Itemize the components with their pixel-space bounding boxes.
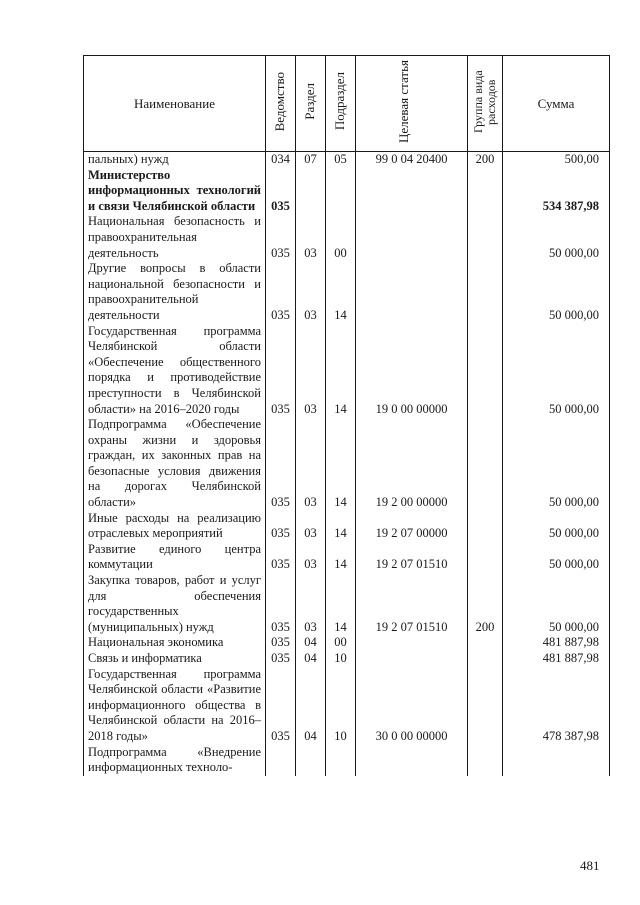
row-summa: 50 000,00 [503, 214, 610, 261]
table-header [84, 56, 610, 152]
row-razdel [296, 168, 326, 215]
row-podrazdel: 10 [326, 667, 356, 745]
row-razdel: 04 [296, 667, 326, 745]
row-razdel: 03 [296, 261, 326, 323]
row-podrazdel [326, 745, 356, 776]
budget-table-container [83, 55, 609, 845]
table-row [84, 542, 610, 573]
row-razdel: 03 [296, 214, 326, 261]
row-celevaya: 19 2 07 01510 [356, 542, 468, 573]
header-razdel [296, 56, 326, 152]
row-name: Национальная безопасность и правоохранительная деятельность [84, 214, 266, 261]
row-celevaya [356, 214, 468, 261]
row-podrazdel: 00 [326, 214, 356, 261]
header-name: Наименование [84, 56, 266, 152]
table-row [84, 214, 610, 261]
header-podrazdel-label: Подраздел [332, 72, 348, 131]
page-number: 481 [580, 858, 600, 873]
header-vedomstvo-label: Ведомство [272, 71, 288, 132]
row-name: Государственная программа Челябинской области «Обеспечение общественного порядка и противодействие преступности в Челябинской области» на 2016–2020 годы [84, 324, 266, 418]
row-razdel: 03 [296, 324, 326, 418]
row-name: Национальная экономика [84, 635, 266, 651]
row-gruppa [468, 168, 503, 215]
row-summa: 478 387,98 [503, 667, 610, 745]
table-body [84, 152, 610, 776]
row-razdel: 04 [296, 651, 326, 667]
row-gruppa [468, 635, 503, 651]
row-celevaya [356, 168, 468, 215]
row-podrazdel: 14 [326, 573, 356, 635]
row-celevaya [356, 745, 468, 776]
row-name: Государственная программа Челябинской области «Развитие информационного общества в Челябинской области на 2016–2018 годы» [84, 667, 266, 745]
row-gruppa [468, 417, 503, 511]
row-vedomstvo: 035 [266, 214, 296, 261]
header-celevaya [356, 56, 468, 152]
row-gruppa: 200 [468, 573, 503, 635]
row-podrazdel: 14 [326, 417, 356, 511]
row-name: Развитие единого центра коммутации [84, 542, 266, 573]
row-podrazdel: 14 [326, 324, 356, 418]
header-gruppa-label: Группа вида расходов [470, 70, 498, 133]
row-name: Иные расходы на реализацию отраслевых мероприятий [84, 511, 266, 542]
row-podrazdel: 14 [326, 261, 356, 323]
row-summa: 534 387,98 [503, 168, 610, 215]
row-summa: 50 000,00 [503, 261, 610, 323]
row-celevaya: 19 2 07 00000 [356, 511, 468, 542]
row-celevaya: 19 2 07 01510 [356, 573, 468, 635]
row-name: Другие вопросы в области национальной безопасности и правоохранительной деятельности [84, 261, 266, 323]
row-vedomstvo: 035 [266, 651, 296, 667]
table-row [84, 324, 610, 418]
row-gruppa [468, 745, 503, 776]
row-name: Закупка товаров, работ и услуг для обеспечения государственных (муниципальных) нужд [84, 573, 266, 635]
row-name: Подпрограмма «Обеспечение охраны жизни и здоровья граждан, их законных прав на безопасные условия движения на дорогах Челябинской области» [84, 417, 266, 511]
table-row [84, 635, 610, 651]
row-celevaya: 99 0 04 20400 [356, 152, 468, 168]
row-gruppa [468, 542, 503, 573]
table-row [84, 168, 610, 215]
row-vedomstvo: 035 [266, 511, 296, 542]
row-podrazdel: 00 [326, 635, 356, 651]
row-name: Министерство информационных технологий и связи Челябинской области [84, 168, 266, 215]
row-celevaya: 19 2 00 00000 [356, 417, 468, 511]
row-celevaya: 19 0 00 00000 [356, 324, 468, 418]
header-summa: Сумма [503, 56, 610, 152]
row-celevaya [356, 261, 468, 323]
header-celevaya-label: Целевая статья [395, 59, 411, 143]
row-razdel: 07 [296, 152, 326, 168]
row-gruppa [468, 651, 503, 667]
row-razdel: 03 [296, 573, 326, 635]
row-vedomstvo: 035 [266, 168, 296, 215]
row-summa: 50 000,00 [503, 511, 610, 542]
header-razdel-label: Раздел [302, 83, 318, 120]
row-celevaya: 30 0 00 00000 [356, 667, 468, 745]
row-vedomstvo: 035 [266, 542, 296, 573]
row-summa: 50 000,00 [503, 573, 610, 635]
row-vedomstvo: 035 [266, 667, 296, 745]
budget-table [83, 55, 610, 776]
row-name: пальных) нужд [84, 152, 266, 168]
header-gruppa [468, 56, 503, 152]
row-summa: 481 887,98 [503, 635, 610, 651]
row-vedomstvo [266, 745, 296, 776]
row-name: Связь и информатика [84, 651, 266, 667]
row-vedomstvo: 035 [266, 261, 296, 323]
row-summa: 50 000,00 [503, 417, 610, 511]
row-celevaya [356, 635, 468, 651]
row-razdel [296, 745, 326, 776]
row-vedomstvo: 035 [266, 573, 296, 635]
row-summa: 50 000,00 [503, 324, 610, 418]
row-podrazdel: 05 [326, 152, 356, 168]
row-gruppa [468, 324, 503, 418]
row-vedomstvo: 035 [266, 324, 296, 418]
table-row [84, 667, 610, 745]
row-gruppa [468, 261, 503, 323]
row-vedomstvo: 035 [266, 635, 296, 651]
row-celevaya [356, 651, 468, 667]
header-vedomstvo [266, 56, 296, 152]
table-row [84, 152, 610, 168]
row-vedomstvo: 034 [266, 152, 296, 168]
row-podrazdel [326, 168, 356, 215]
row-razdel: 04 [296, 635, 326, 651]
header-podrazdel [326, 56, 356, 152]
row-vedomstvo: 035 [266, 417, 296, 511]
row-podrazdel: 10 [326, 651, 356, 667]
row-gruppa [468, 667, 503, 745]
row-summa [503, 745, 610, 776]
row-summa: 500,00 [503, 152, 610, 168]
table-row [84, 417, 610, 511]
table-row [84, 261, 610, 323]
row-gruppa: 200 [468, 152, 503, 168]
row-razdel: 03 [296, 542, 326, 573]
table-row [84, 573, 610, 635]
table-row [84, 651, 610, 667]
row-podrazdel: 14 [326, 511, 356, 542]
row-razdel: 03 [296, 511, 326, 542]
row-gruppa [468, 511, 503, 542]
table-row [84, 745, 610, 776]
row-gruppa [468, 214, 503, 261]
row-razdel: 03 [296, 417, 326, 511]
row-summa: 50 000,00 [503, 542, 610, 573]
row-name: Подпрограмма «Внедрение информационных техноло- [84, 745, 266, 776]
table-row [84, 511, 610, 542]
row-podrazdel: 14 [326, 542, 356, 573]
row-summa: 481 887,98 [503, 651, 610, 667]
